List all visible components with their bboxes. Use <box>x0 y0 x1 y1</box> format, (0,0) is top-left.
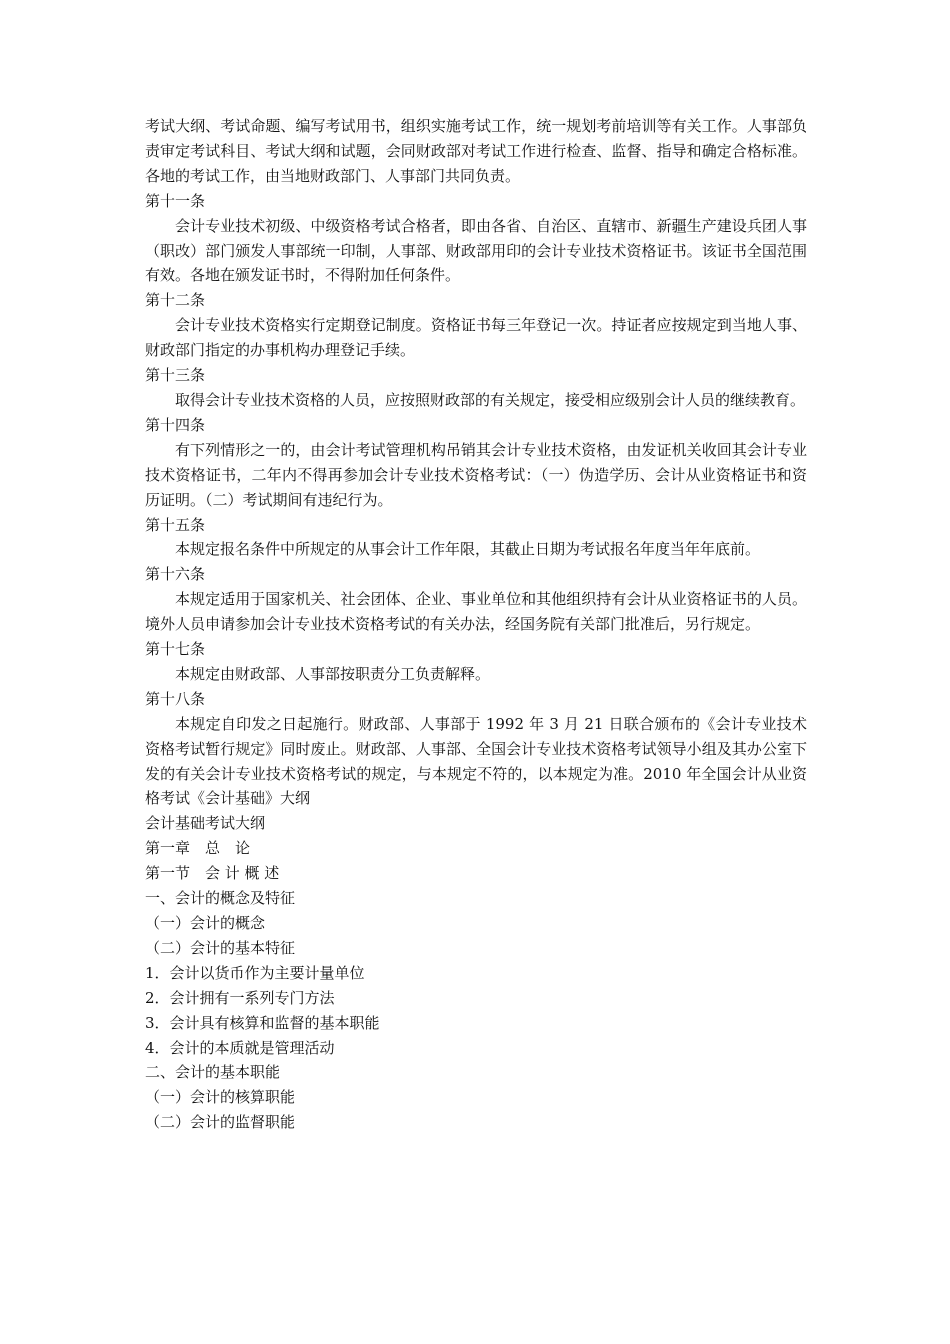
outline-numbered-item: 3．会计具有核算和监督的基本职能 <box>145 1013 380 1032</box>
article-heading-15: 第十五条 <box>145 515 206 534</box>
article-body-15: 本规定报名条件中所规定的从事会计工作年限，其截止日期为考试报名年度当年年底前。 <box>175 540 761 559</box>
article-body-18: 本规定自印发之日起施行。财政部、人事部于 1992 年 3 月 21 日联合颁布的《会计专业技术资格考试暂行规定》同时废止。财政部、人事部、全国会计专业技术资格考试领导小组及其办公室下发的有关会计专业技术资格考试的规定，与本规定不符的，以本规定为准。2010 年全国会计从业资格考试《会计基础》大纲 <box>145 714 807 808</box>
document-body <box>145 114 807 1135</box>
article-heading-11: 第十一条 <box>145 191 206 210</box>
article-heading-18: 第十八条 <box>145 689 206 708</box>
outline-numbered-item: 1．会计以货币作为主要计量单位 <box>145 963 365 982</box>
outline-subitem: （二）会计的基本特征 <box>145 938 296 957</box>
article-body-11: 会计专业技术初级、中级资格考试合格者，即由各省、自治区、直辖市、新疆生产建设兵团人事（职改）部门颁发人事部统一印制，人事部、财政部用印的会计专业技术资格证书。该证书全国范围有效。各地在颁发证书时，不得附加任何条件。 <box>145 216 807 285</box>
article-heading-13: 第十三条 <box>145 366 206 385</box>
article-body-14: 有下列情形之一的，由会计考试管理机构吊销其会计专业技术资格，由发证机关收回其会计专业技术资格证书，二年内不得再参加会计专业技术资格考试：（一）伪造学历、会计从业资格证书和资历证明。（二）考试期间有违纪行为。 <box>145 440 807 509</box>
article-body-17: 本规定由财政部、人事部按职责分工负责解释。 <box>175 664 491 683</box>
article-body-13: 取得会计专业技术资格的人员，应按照财政部的有关规定，接受相应级别会计人员的继续教育。 <box>175 390 806 409</box>
article-heading-12: 第十二条 <box>145 291 206 310</box>
outline-subitem: （一）会计的概念 <box>145 914 266 932</box>
article-heading-16: 第十六条 <box>145 565 206 584</box>
article-body-12: 会计专业技术资格实行定期登记制度。资格证书每三年登记一次。持证者应按规定到当地人事、财政部门指定的办事机构办理登记手续。 <box>145 316 807 360</box>
outline-subitem: （一）会计的核算职能 <box>145 1088 296 1107</box>
section-heading: 第一节 会 计 概 述 <box>145 864 280 883</box>
outline-subitem: （二）会计的监督职能 <box>145 1113 296 1132</box>
chapter-heading: 第一章 总 论 <box>145 839 251 858</box>
outline-item: 二、会计的基本职能 <box>145 1063 281 1082</box>
syllabus-title: 会计基础考试大纲 <box>145 814 266 833</box>
article-heading-14: 第十四条 <box>145 415 206 434</box>
article-body-16: 本规定适用于国家机关、社会团体、企业、事业单位和其他组织持有会计从业资格证书的人员。境外人员申请参加会计专业技术资格考试的有关办法，经国务院有关部门批准后，另行规定。 <box>145 590 807 634</box>
outline-item: 一、会计的概念及特征 <box>145 889 296 908</box>
article-heading-17: 第十七条 <box>145 640 206 659</box>
paragraph-exam-organization: 考试大纲、考试命题、编写考试用书，组织实施考试工作，统一规划考前培训等有关工作。人事部负责审定考试科目、考试大纲和试题，会同财政部对考试工作进行检查、监督、指导和确定合格标准。各地的考试工作，由当地财政部门、人事部门共同负责。 <box>145 117 807 185</box>
outline-numbered-item: 4．会计的本质就是管理活动 <box>145 1038 335 1057</box>
outline-numbered-item: 2．会计拥有一系列专门方法 <box>145 988 335 1007</box>
